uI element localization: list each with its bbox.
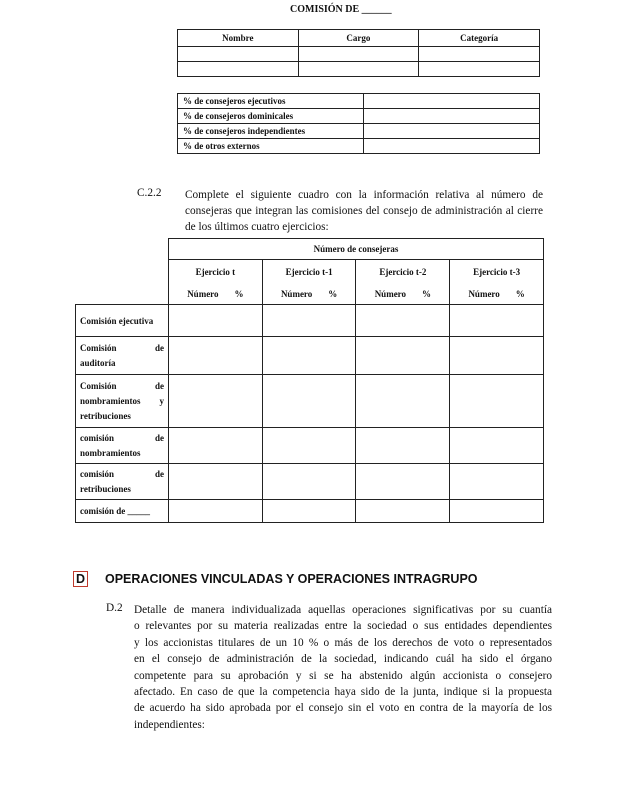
table-row bbox=[76, 428, 544, 464]
numero-label: Número bbox=[374, 289, 407, 299]
d2-line: y los accionistas titulares de un 10 % o más de los derechos de voto o representados bbox=[134, 636, 552, 649]
data-cell bbox=[262, 500, 356, 523]
numero-label: Número bbox=[187, 289, 219, 299]
row-label bbox=[76, 337, 169, 375]
data-cell bbox=[450, 464, 544, 500]
data-cell bbox=[262, 464, 356, 500]
pct-label: % bbox=[422, 289, 432, 299]
data-cell bbox=[356, 305, 450, 337]
members-cell bbox=[298, 47, 419, 62]
percent-label: % de consejeros ejecutivos bbox=[178, 94, 364, 109]
c22-line: consejeras que integran las comisiones del consejo de administración al cierre bbox=[185, 205, 543, 217]
period-cell bbox=[356, 260, 450, 305]
row-label-line: retribuciones bbox=[80, 410, 131, 421]
data-cell bbox=[262, 428, 356, 464]
consejeras-title: Número de consejeras bbox=[168, 239, 543, 260]
table-row bbox=[178, 109, 540, 124]
row-label-line: retribuciones bbox=[80, 483, 131, 494]
members-cell bbox=[178, 62, 299, 77]
percent-value bbox=[364, 124, 540, 139]
row-label-line: comisión de bbox=[80, 432, 164, 443]
blank-corner bbox=[76, 260, 169, 305]
consejeras-table bbox=[75, 238, 544, 523]
d2-line: afectado. En caso de que la competencia haya sido de la junta, indique si la propuesta bbox=[134, 686, 552, 699]
members-table bbox=[177, 29, 540, 77]
row-label bbox=[76, 500, 169, 523]
row-label-line: nombramientos y bbox=[80, 395, 164, 406]
numero-label: Número bbox=[280, 289, 313, 299]
d2-line: o relevantes por su materia realizadas entre la sociedad o sus entidades dependientes bbox=[134, 620, 552, 633]
row-label-line: nombramientos bbox=[80, 447, 141, 458]
d2-number: D.2 bbox=[106, 602, 123, 614]
percent-value bbox=[364, 139, 540, 154]
members-header-nombre: Nombre bbox=[178, 30, 299, 47]
data-cell bbox=[262, 305, 356, 337]
row-label-line: Comisión ejecutiva bbox=[80, 315, 154, 326]
percent-value bbox=[364, 94, 540, 109]
numero-label: Número bbox=[468, 289, 500, 299]
data-cell bbox=[262, 337, 356, 375]
section-d-title: OPERACIONES VINCULADAS Y OPERACIONES INTRAGRUPO bbox=[105, 572, 478, 586]
row-label-line: comisión de _____ bbox=[80, 506, 151, 516]
data-cell bbox=[168, 375, 262, 428]
row-label bbox=[76, 428, 169, 464]
data-cell bbox=[262, 375, 356, 428]
period-sub bbox=[356, 289, 449, 299]
data-cell bbox=[356, 464, 450, 500]
data-cell bbox=[450, 305, 544, 337]
data-cell bbox=[450, 428, 544, 464]
percent-label: % de otros externos bbox=[178, 139, 364, 154]
data-cell bbox=[168, 428, 262, 464]
data-cell bbox=[356, 428, 450, 464]
table-row bbox=[178, 139, 540, 154]
table-row bbox=[178, 124, 540, 139]
row-label bbox=[76, 375, 169, 428]
data-cell bbox=[450, 337, 544, 375]
period-label: Ejercicio t-2 bbox=[379, 267, 427, 277]
row-label bbox=[76, 464, 169, 500]
table-row bbox=[178, 94, 540, 109]
percent-label: % de consejeros independientes bbox=[178, 124, 364, 139]
data-cell bbox=[168, 500, 262, 523]
c22-line: de los últimos cuatro ejercicios: bbox=[185, 221, 329, 233]
pct-label: % bbox=[234, 289, 244, 299]
data-cell bbox=[168, 337, 262, 375]
pct-label: % bbox=[328, 289, 338, 299]
table-row bbox=[76, 464, 544, 500]
d2-line: competente para su aprobación y si se ha abstenido algún accionista o consejero bbox=[134, 669, 552, 682]
d2-line: Detalle de manera individualizada aquellas operaciones significativas por su cuantía bbox=[134, 604, 552, 616]
section-d-letter: D bbox=[73, 571, 88, 587]
data-cell bbox=[356, 375, 450, 428]
pct-label: % bbox=[515, 289, 525, 299]
c22-line: Complete el siguiente cuadro con la información relativa al número de bbox=[185, 189, 543, 201]
members-cell bbox=[178, 47, 299, 62]
period-label: Ejercicio t bbox=[195, 267, 236, 277]
members-header-categoria: Categoría bbox=[419, 30, 540, 47]
c22-paragraph bbox=[185, 187, 543, 235]
d2-line: en el consejo de administración de la sociedad, indicando cuál ha sido el órgano bbox=[134, 653, 552, 666]
percent-label: % de consejeros dominicales bbox=[178, 109, 364, 124]
table-row bbox=[76, 375, 544, 428]
table-row bbox=[178, 47, 540, 62]
period-sub bbox=[450, 289, 543, 299]
data-cell bbox=[356, 337, 450, 375]
c22-number: C.2.2 bbox=[137, 187, 162, 199]
data-cell bbox=[168, 305, 262, 337]
table-row bbox=[76, 337, 544, 375]
members-cell bbox=[419, 47, 540, 62]
members-cell bbox=[419, 62, 540, 77]
period-label: Ejercicio t-3 bbox=[473, 267, 521, 277]
period-label: Ejercicio t-1 bbox=[285, 267, 333, 277]
data-cell bbox=[450, 375, 544, 428]
percent-table bbox=[177, 93, 540, 154]
period-cell bbox=[262, 260, 356, 305]
comision-title: COMISIÓN DE ______ bbox=[290, 4, 392, 15]
row-label-line: Comisión de bbox=[80, 342, 164, 353]
row-label bbox=[76, 305, 169, 337]
d2-paragraph bbox=[134, 602, 552, 733]
d2-line: independientes: bbox=[134, 718, 205, 731]
table-row bbox=[76, 500, 544, 523]
members-header-cargo: Cargo bbox=[298, 30, 419, 47]
data-cell bbox=[450, 500, 544, 523]
table-row bbox=[178, 62, 540, 77]
period-sub bbox=[169, 289, 262, 299]
period-cell bbox=[450, 260, 544, 305]
data-cell bbox=[356, 500, 450, 523]
d2-line: de acuerdo ha sido aprobada por el consejo sin el voto en contra de la mayoría de los bbox=[134, 702, 552, 715]
period-cell bbox=[168, 260, 262, 305]
percent-value bbox=[364, 109, 540, 124]
row-label-line: Comisión de bbox=[80, 380, 164, 391]
period-sub bbox=[263, 289, 356, 299]
row-label-line: comisión de bbox=[80, 468, 164, 479]
members-cell bbox=[298, 62, 419, 77]
row-label-line: auditoría bbox=[80, 357, 116, 368]
table-row bbox=[76, 305, 544, 337]
data-cell bbox=[168, 464, 262, 500]
blank-corner bbox=[76, 239, 169, 260]
